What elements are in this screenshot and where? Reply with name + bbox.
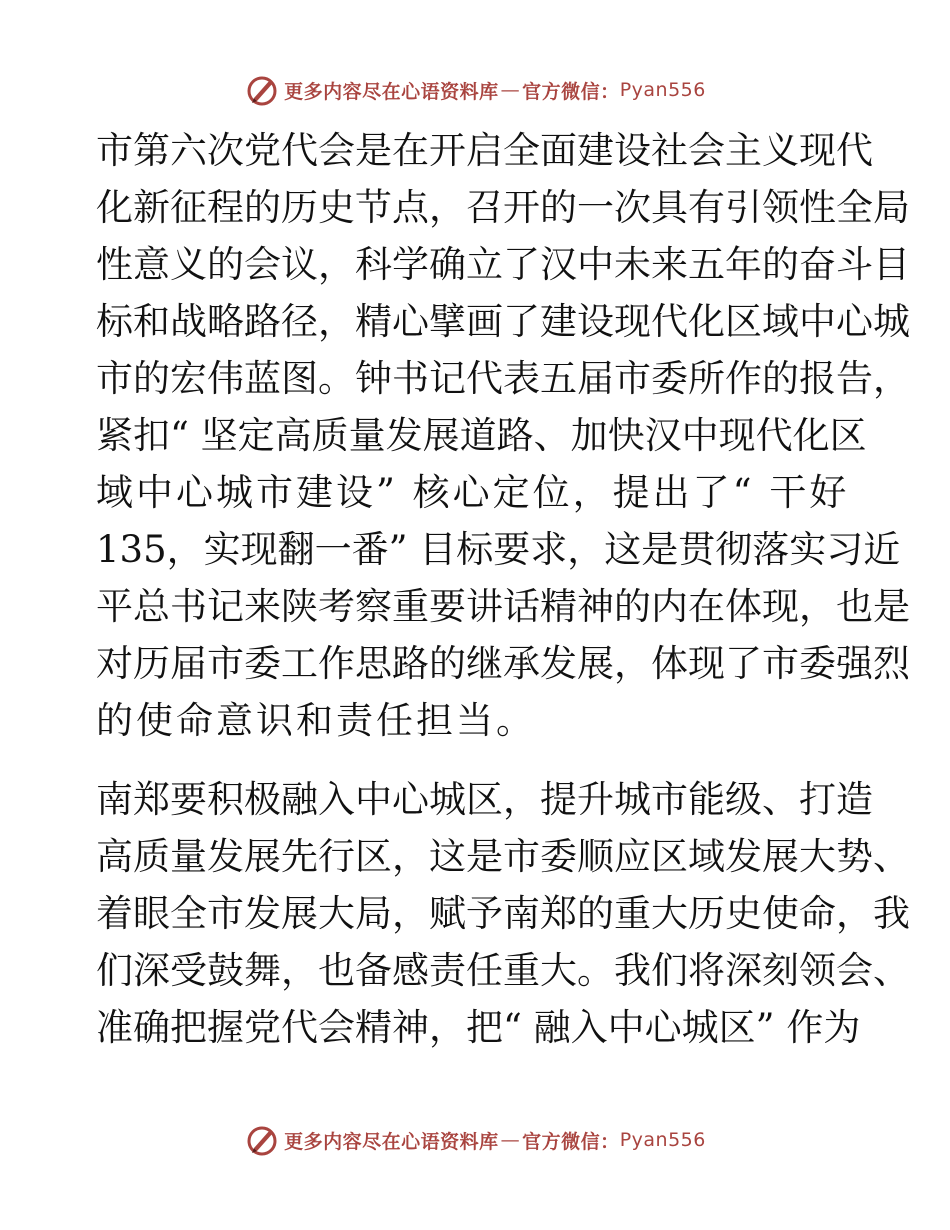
text-line: 们深受鼓舞，也备感责任重大。我们将深刻领会、: [96, 949, 910, 992]
text-line: 性意义的会议，科学确立了汉中未来五年的奋斗目: [96, 243, 910, 286]
banner-official-label: 官方微信：: [522, 1130, 620, 1153]
text-line: 域中心城市建设” 核心定位，提出了“ 干好: [96, 471, 850, 514]
text-line: 的使命意识和责任担当。: [96, 699, 536, 742]
text-line: 紧扣“ 坚定高质量发展道路、加快汉中现代化区: [96, 414, 867, 457]
text-line: 南郑要积极融入中心城区，提升城市能级、打造: [96, 778, 873, 821]
text-line: 135，实现翻一番” 目标要求，这是贯彻落实习近: [96, 528, 901, 571]
header-banner: [0, 70, 950, 110]
text-line: 对历届市委工作思路的继承发展，体现了市委强烈: [96, 642, 910, 685]
paragraph-spacer: [96, 749, 856, 771]
text-line: 准确把握党代会精神，把“ 融入中心城区” 作为: [96, 1006, 861, 1049]
document-body: [96, 122, 910, 1056]
banner-brand-text: 更多内容尽在心语资料库: [284, 80, 499, 103]
banner-wechat-id: Pyan556: [619, 1129, 706, 1151]
banner-separator: —: [500, 1129, 521, 1151]
text-line: 着眼全市发展大局，赋予南郑的重大历史使命，我: [96, 892, 910, 935]
text-line: 平总书记来陕考察重要讲话精神的内在体现，也是: [96, 585, 910, 628]
paragraph: [96, 122, 910, 749]
text-line: 高质量发展先行区，这是市委顺应区域发展大势、: [96, 835, 910, 878]
text-line: 市第六次党代会是在开启全面建设社会主义现代: [96, 129, 873, 172]
footer-banner: [0, 1120, 950, 1160]
text-line: 标和战略路径，精心擘画了建设现代化区域中心城: [96, 300, 910, 343]
banner-wechat-id: Pyan556: [619, 79, 706, 101]
text-line: 市的宏伟蓝图。钟书记代表五届市委所作的报告，: [96, 357, 910, 400]
pen-logo-icon: [244, 72, 280, 108]
banner-separator: —: [500, 79, 521, 101]
paragraph: [96, 771, 910, 1056]
pen-logo-icon: [244, 1122, 280, 1158]
banner-official-label: 官方微信：: [522, 80, 620, 103]
text-line: 化新征程的历史节点，召开的一次具有引领性全局: [96, 186, 910, 229]
banner-brand-text: 更多内容尽在心语资料库: [284, 1130, 499, 1153]
